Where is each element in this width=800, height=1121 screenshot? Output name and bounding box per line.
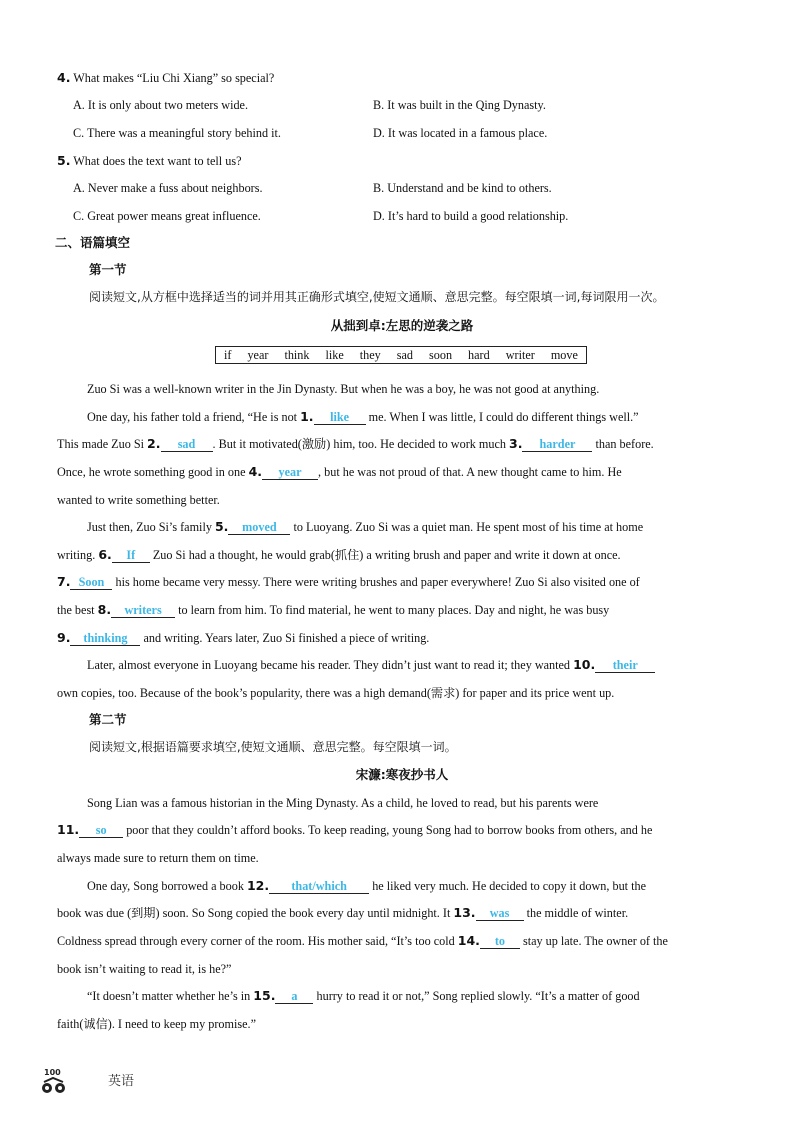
q4-option-c: C. There was a meaningful story behind it.: [73, 126, 281, 140]
passage-text: stay up late. The owner of the: [519, 934, 668, 948]
blank-number-12: 12.: [246, 878, 270, 893]
word-box-item: if: [224, 347, 232, 362]
passage-text: hurry to read it or not,” Song replied slowly. “It’s a matter of good: [313, 989, 640, 1003]
q4-option-b: B. It was built in the Qing Dynasty.: [373, 98, 546, 112]
word-box: [215, 346, 587, 364]
passage-text: the best: [57, 603, 98, 617]
answer-blank-12[interactable]: that/which: [269, 880, 369, 894]
passage-text: “It doesn’t matter whether he’s in: [87, 989, 254, 1003]
passage-line: wanted to write something better.: [57, 493, 220, 507]
passage-line: [87, 988, 640, 1004]
question-5-stem: What does the text want to tell us?: [73, 154, 242, 168]
answer-blank-9[interactable]: thinking: [70, 632, 140, 646]
passage-text: poor that they couldn’t afford books. To keep reading, young Song had to borrow books from others, and he: [123, 823, 653, 837]
question-5: [57, 153, 242, 169]
part1-instruction: 阅读短文,从方框中选择适当的词并用其正确形式填空,使短文通顺、意思完整。每空限填一词,每词限用一次。: [89, 290, 665, 304]
answer-blank-7[interactable]: Soon: [70, 576, 112, 590]
passage-text: , but he was not proud of that. A new thought came to him. He: [318, 465, 622, 479]
part2-label: 第二节: [89, 712, 127, 727]
passage-line: [57, 905, 628, 921]
passage-line: [57, 436, 654, 452]
passage-text: he liked very much. He decided to copy it down, but the: [369, 879, 646, 893]
passage-text: his home became very messy. There were writing brushes and paper everywhere! Zuo Si also visited one of: [112, 575, 640, 589]
blank-number-5: 5.: [214, 519, 229, 534]
passage-text: the middle of winter.: [523, 906, 629, 920]
passage-line: [57, 630, 429, 646]
answer-blank-1[interactable]: like: [314, 411, 366, 425]
passage-line: [57, 822, 652, 838]
answer-blank-3[interactable]: harder: [522, 438, 592, 452]
passage-text: Coldness spread through every corner of the room. His mother said, “It’s too cold: [57, 934, 458, 948]
passage-line: book isn’t waiting to read it, is he?”: [57, 962, 232, 976]
blank-number-14: 14.: [457, 933, 480, 948]
passage-line: own copies, too. Because of the book’s popularity, there was a high demand(需求) for paper and its price went up.: [57, 686, 615, 700]
blank-number-11: 11.: [57, 822, 80, 837]
blank-number-10: 10.: [573, 657, 596, 672]
answer-blank-5[interactable]: moved: [228, 521, 290, 535]
q5-option-b: B. Understand and be kind to others.: [373, 181, 552, 195]
word-box-item: writer: [505, 347, 535, 362]
passage-line: [87, 657, 655, 673]
passage-line: [57, 574, 640, 590]
passage-line: [87, 878, 646, 894]
part1-label: 第一节: [89, 262, 127, 277]
passage-text: Once, he wrote something good in one: [57, 465, 249, 479]
part2-title: 宋濂:寒夜抄书人: [355, 767, 449, 782]
page-number: 100: [44, 1068, 61, 1077]
word-box-item: soon: [429, 347, 453, 362]
passage-text: writing.: [57, 548, 99, 562]
passage-text: me. When I was little, I could do different things well.”: [365, 410, 639, 424]
subject-label: 英语: [108, 1074, 135, 1089]
word-box-item: think: [284, 347, 310, 362]
q4-option-a: A. It is only about two meters wide.: [73, 98, 248, 112]
answer-blank-6[interactable]: If: [112, 549, 150, 563]
passage-line: Zuo Si was a well-known writer in the Jin Dynasty. But when he was a boy, he was not good at anything.: [87, 382, 600, 396]
answer-blank-15[interactable]: a: [275, 990, 313, 1004]
passage-text: Just then, Zuo Si’s family: [87, 520, 215, 534]
passage-line: always made sure to return them on time.: [57, 851, 259, 865]
answer-blank-10[interactable]: their: [595, 659, 655, 673]
q5-option-a: A. Never make a fuss about neighbors.: [73, 181, 263, 195]
question-4-stem: What makes “Liu Chi Xiang” so special?: [73, 71, 275, 85]
blank-number-13: 13.: [453, 905, 476, 920]
part1-title: 从拙到卓:左思的逆袭之路: [330, 318, 474, 333]
question-4-number: 4.: [57, 70, 71, 85]
blank-number-8: 8.: [97, 602, 112, 617]
passage-line: [87, 519, 643, 535]
section-heading: 二、语篇填空: [55, 235, 131, 250]
blank-number-3: 3.: [509, 436, 523, 451]
passage-text: One day, his father told a friend, “He is not: [87, 410, 301, 424]
word-box-item: move: [550, 347, 578, 362]
passage-text: Zuo Si had a thought, he would grab(抓住) a writing brush and paper and write it down at once.: [149, 548, 621, 562]
passage-text: Later, almost everyone in Luoyang became his reader. They didn’t just want to read it; they wanted: [87, 658, 574, 672]
blank-number-4: 4.: [248, 464, 263, 479]
passage-line: faith(诚信). I need to keep my promise.”: [57, 1017, 256, 1031]
page-number-icon: [40, 1070, 68, 1101]
blank-number-7: 7.: [57, 574, 71, 589]
question-4: [57, 70, 274, 86]
blank-number-9: 9.: [57, 630, 71, 645]
answer-blank-13[interactable]: was: [476, 907, 524, 921]
word-box-item: they: [359, 347, 381, 362]
word-box-item: sad: [396, 347, 414, 362]
word-box-item: like: [325, 347, 344, 362]
answer-blank-8[interactable]: writers: [111, 604, 175, 618]
blank-number-6: 6.: [98, 547, 112, 562]
passage-line: [57, 602, 609, 618]
q4-option-d: D. It was located in a famous place.: [373, 126, 548, 140]
answer-blank-14[interactable]: to: [480, 935, 520, 949]
passage-line: [87, 409, 639, 425]
part2-instruction: 阅读短文,根据语篇要求填空,使短文通顺、意思完整。每空限填一词。: [89, 740, 457, 754]
answer-blank-11[interactable]: so: [79, 824, 123, 838]
passage-line: [57, 547, 621, 563]
passage-text: book was due (到期) soon. So Song copied the book every day until midnight. It: [57, 906, 454, 920]
passage-text: This made Zuo Si: [57, 437, 148, 451]
passage-text: and writing. Years later, Zuo Si finished a piece of writing.: [140, 631, 430, 645]
blank-number-15: 15.: [253, 988, 276, 1003]
word-box-item: hard: [468, 347, 490, 362]
passage-text: . But it motivated(激励) him, too. He decided to work much: [212, 437, 510, 451]
blank-number-2: 2.: [147, 436, 161, 451]
passage-line: [57, 933, 668, 949]
answer-blank-4[interactable]: year: [262, 466, 318, 480]
question-5-number: 5.: [57, 153, 71, 168]
passage-text: to Luoyang. Zuo Si was a quiet man. He spent most of his time at home: [290, 520, 644, 534]
passage-line: Song Lian was a famous historian in the Ming Dynasty. As a child, he loved to read, but his parents were: [87, 796, 599, 810]
passage-text: One day, Song borrowed a book: [87, 879, 247, 893]
passage-text: than before.: [592, 437, 654, 451]
q5-option-d: D. It’s hard to build a good relationship.: [373, 209, 569, 223]
q5-option-c: C. Great power means great influence.: [73, 209, 261, 223]
answer-blank-2[interactable]: sad: [161, 438, 213, 452]
passage-line: [57, 464, 622, 480]
word-box-item: year: [247, 347, 269, 362]
passage-text: to learn from him. To find material, he went to many places. Day and night, he was busy: [175, 603, 610, 617]
blank-number-1: 1.: [300, 409, 314, 424]
